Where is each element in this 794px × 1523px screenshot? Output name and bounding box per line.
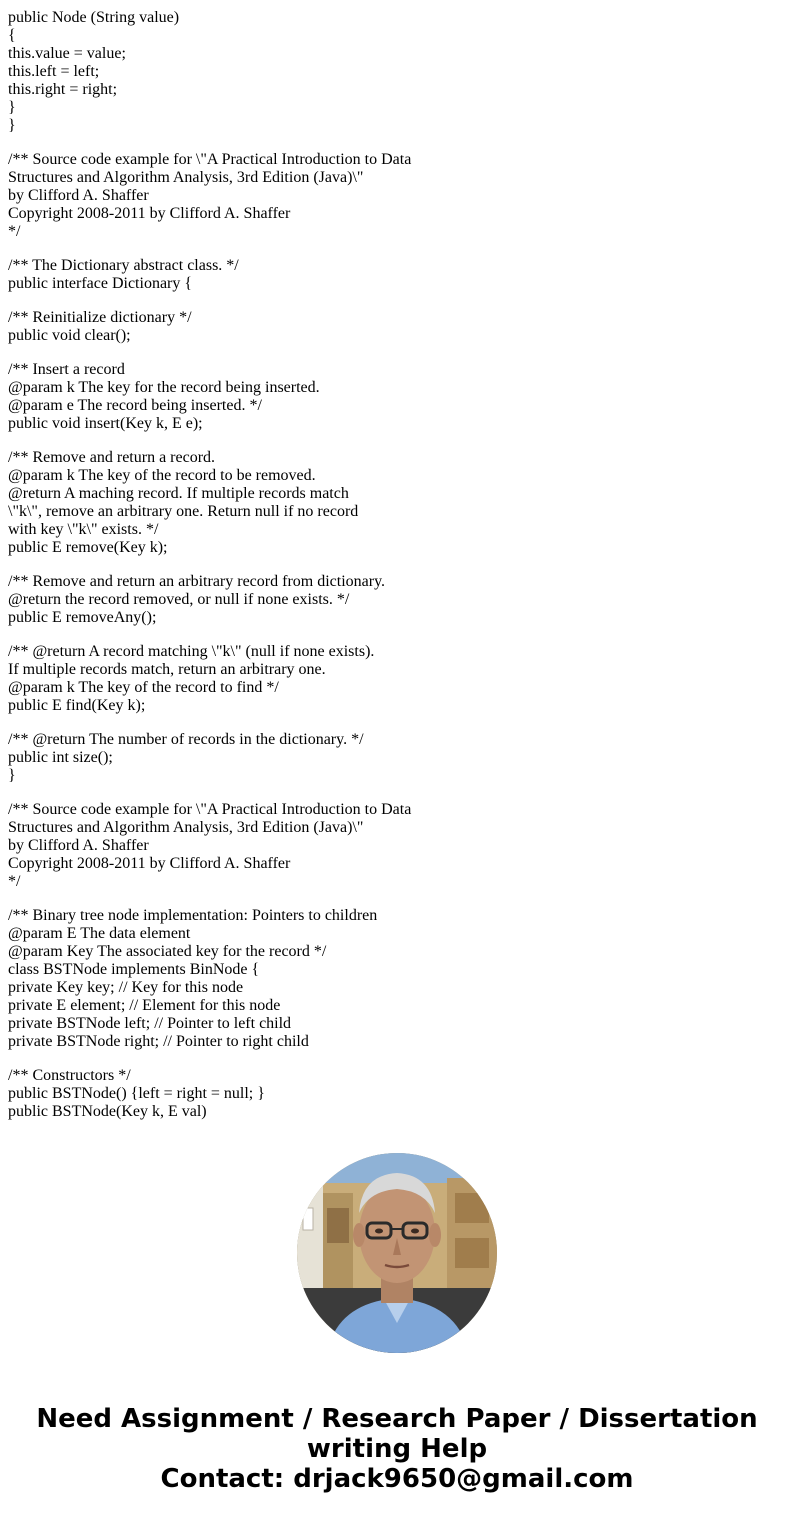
- author-photo: [297, 1153, 497, 1353]
- code-line: private Key key; // Key for this node: [8, 979, 244, 996]
- code-line: \"k\", remove an arbitrary one. Return null if no record: [8, 503, 359, 520]
- code-block: [8, 257, 778, 293]
- code-line: public E find(Key k);: [8, 697, 146, 714]
- code-line: If multiple records match, return an arbitrary one.: [8, 661, 326, 678]
- code-line: this.right = right;: [8, 81, 118, 98]
- code-line: public BSTNode(Key k, E val): [8, 1103, 207, 1120]
- code-line: @return A maching record. If multiple records match: [8, 485, 349, 502]
- code-line: /** The Dictionary abstract class. */: [8, 257, 239, 274]
- code-block: [8, 9, 778, 135]
- cta-line-3: Contact: drjack9650@gmail.com: [160, 1464, 634, 1494]
- code-line: public interface Dictionary {: [8, 275, 193, 292]
- code-line: /** Source code example for \"A Practical Introduction to Data: [8, 801, 412, 818]
- code-line: by Clifford A. Shaffer: [8, 837, 149, 854]
- code-line: private BSTNode right; // Pointer to right child: [8, 1033, 309, 1050]
- code-line: @return the record removed, or null if none exists. */: [8, 591, 350, 608]
- code-line: /** Remove and return an arbitrary record from dictionary.: [8, 573, 386, 590]
- code-block: [8, 907, 778, 1051]
- code-block: [8, 309, 778, 345]
- code-line: /** Insert a record: [8, 361, 125, 378]
- code-block: [8, 801, 778, 891]
- code-block: [8, 731, 778, 785]
- code-line: Structures and Algorithm Analysis, 3rd Edition (Java)\": [8, 169, 364, 186]
- code-line: Copyright 2008-2011 by Clifford A. Shaffer: [8, 205, 291, 222]
- code-line: by Clifford A. Shaffer: [8, 187, 149, 204]
- code-line: }: [8, 117, 16, 134]
- code-line: @param k The key of the record to be removed.: [8, 467, 316, 484]
- code-line: /** Constructors */: [8, 1067, 131, 1084]
- contact-banner: [0, 1404, 794, 1494]
- code-line: public E removeAny();: [8, 609, 157, 626]
- code-block: [8, 361, 778, 433]
- cta-line-1: Need Assignment / Research Paper / Dissertation: [36, 1404, 758, 1434]
- code-line: /** Source code example for \"A Practical Introduction to Data: [8, 151, 412, 168]
- code-line: }: [8, 99, 16, 116]
- code-line: public Node (String value): [8, 9, 180, 26]
- code-line: */: [8, 223, 21, 240]
- code-line: @param E The data element: [8, 925, 191, 942]
- code-line: /** @return A record matching \"k\" (null if none exists).: [8, 643, 375, 660]
- code-line: }: [8, 767, 16, 784]
- cta-line-2: writing Help: [306, 1434, 488, 1464]
- code-listing: [8, 9, 778, 1137]
- author-avatar: [297, 1153, 497, 1353]
- code-line: with key \"k\" exists. */: [8, 521, 159, 538]
- code-block: [8, 643, 778, 715]
- code-line: /** Reinitialize dictionary */: [8, 309, 192, 326]
- code-line: @param k The key of the record to find */: [8, 679, 279, 696]
- code-line: {: [8, 27, 16, 44]
- code-line: @param k The key for the record being inserted.: [8, 379, 320, 396]
- code-line: private BSTNode left; // Pointer to left child: [8, 1015, 292, 1032]
- code-line: this.left = left;: [8, 63, 100, 80]
- code-block: [8, 573, 778, 627]
- code-line: /** Binary tree node implementation: Pointers to children: [8, 907, 378, 924]
- code-line: public int size();: [8, 749, 113, 766]
- code-line: @param e The record being inserted. */: [8, 397, 262, 414]
- code-line: public void insert(Key k, E e);: [8, 415, 203, 432]
- code-line: this.value = value;: [8, 45, 126, 62]
- code-line: Structures and Algorithm Analysis, 3rd Edition (Java)\": [8, 819, 364, 836]
- code-line: /** @return The number of records in the dictionary. */: [8, 731, 364, 748]
- code-line: public BSTNode() {left = right = null; }: [8, 1085, 265, 1102]
- code-block: [8, 1067, 778, 1121]
- code-line: Copyright 2008-2011 by Clifford A. Shaffer: [8, 855, 291, 872]
- code-line: */: [8, 873, 21, 890]
- code-line: public void clear();: [8, 327, 131, 344]
- code-line: @param Key The associated key for the record */: [8, 943, 327, 960]
- code-block: [8, 151, 778, 241]
- code-line: /** Remove and return a record.: [8, 449, 216, 466]
- code-line: private E element; // Element for this node: [8, 997, 281, 1014]
- code-line: class BSTNode implements BinNode {: [8, 961, 260, 978]
- code-line: public E remove(Key k);: [8, 539, 168, 556]
- code-block: [8, 449, 778, 557]
